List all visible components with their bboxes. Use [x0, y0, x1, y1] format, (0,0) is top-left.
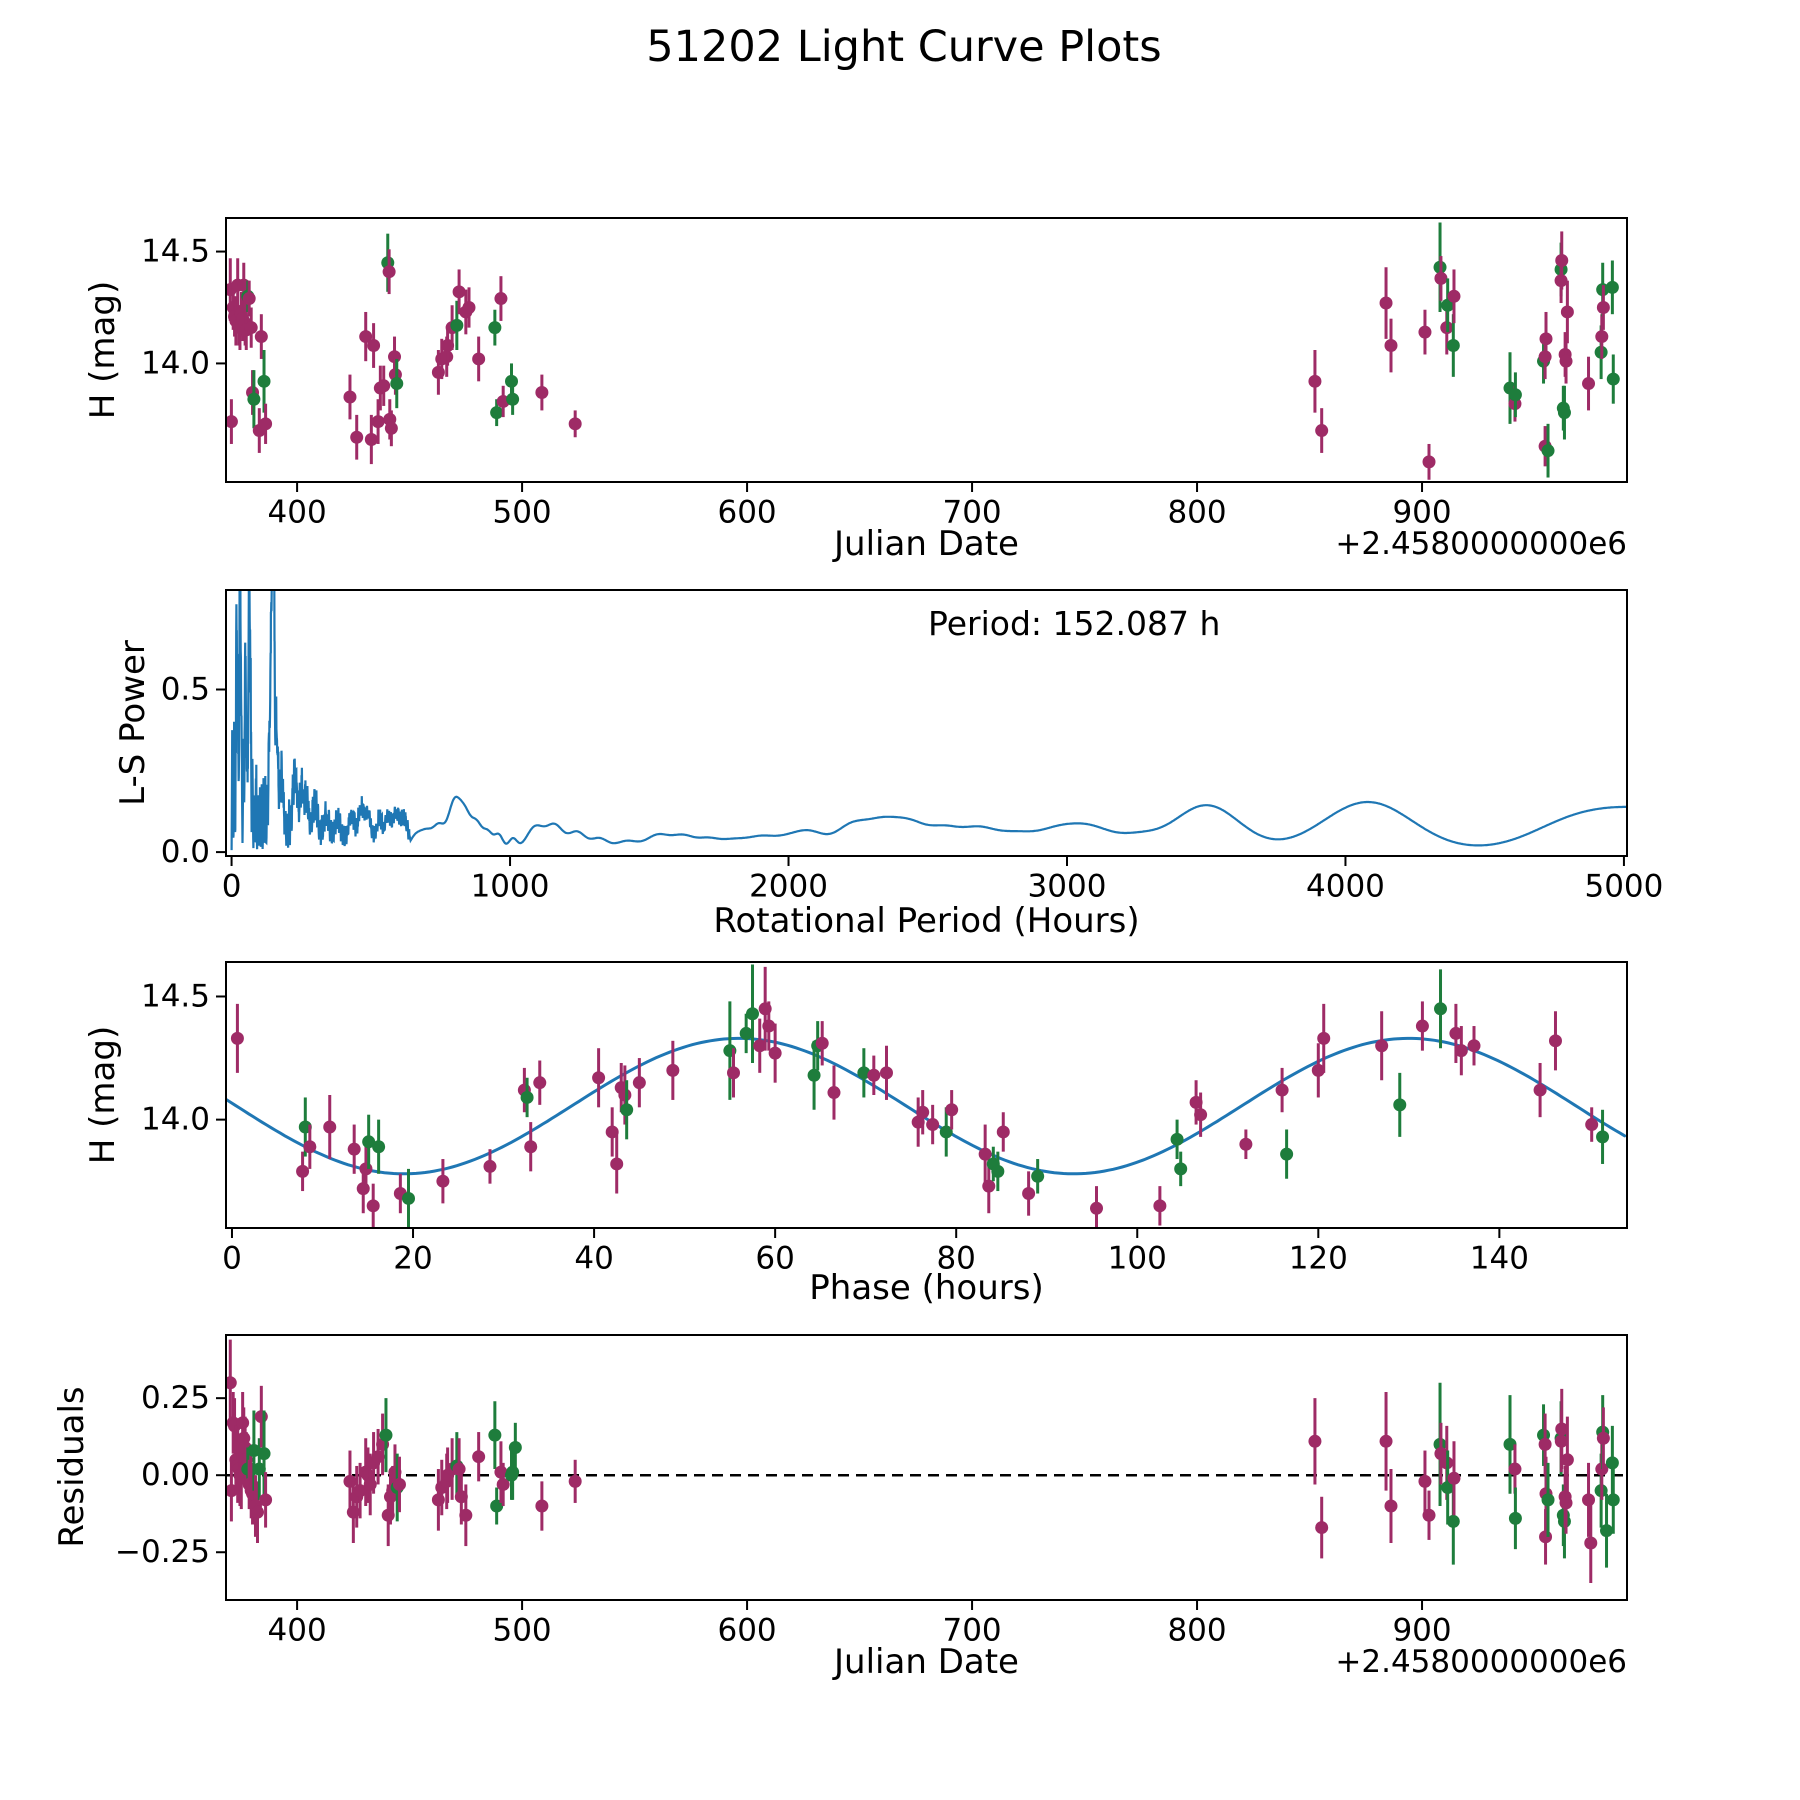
data-point — [494, 292, 507, 305]
x-tick-label: 3000 — [1027, 868, 1107, 905]
x-tick-label: 5000 — [1584, 868, 1664, 905]
data-point — [1582, 1493, 1595, 1506]
x-axis-offset-label-bottom: +2.4580000000e6 — [1335, 1644, 1627, 1680]
data-point — [1558, 406, 1571, 419]
y-tick-label: 14.5 — [140, 233, 210, 270]
periodogram-axes-frame — [226, 590, 1627, 856]
data-point — [1280, 1148, 1293, 1161]
data-point — [1561, 305, 1574, 318]
data-point — [350, 431, 363, 444]
data-point — [1597, 301, 1610, 314]
data-point — [367, 339, 380, 352]
data-point — [982, 1180, 995, 1193]
data-point — [1384, 339, 1397, 352]
data-point — [258, 1447, 271, 1460]
data-point — [453, 285, 466, 298]
x-tick-label: 120 — [1288, 1240, 1348, 1277]
data-point — [762, 1020, 775, 1033]
data-point — [245, 321, 258, 334]
data-point — [1423, 455, 1436, 468]
data-point — [1416, 1020, 1429, 1033]
data-point — [1375, 1039, 1388, 1052]
y-axis-label-h-mag-phase: H (mag) — [83, 1025, 123, 1165]
data-point — [1468, 1039, 1481, 1052]
x-tick-label: 700 — [942, 494, 1002, 531]
x-tick-label: 600 — [717, 1612, 777, 1649]
phase-curve-axes-frame — [226, 962, 1627, 1228]
data-point — [488, 321, 501, 334]
x-tick-label: 0 — [221, 868, 242, 905]
data-point — [880, 1066, 893, 1079]
data-point — [569, 1475, 582, 1488]
data-point — [436, 1175, 449, 1188]
data-point — [1607, 1493, 1620, 1506]
data-point — [372, 415, 385, 428]
x-tick-label: 100 — [1107, 1240, 1167, 1277]
data-point — [1239, 1138, 1252, 1151]
y-axis-label-residuals: Residuals — [52, 1386, 92, 1548]
data-point — [1606, 281, 1619, 294]
x-axis-label-julian-date-top: Julian Date — [834, 524, 1019, 564]
data-point — [945, 1103, 958, 1116]
data-point — [1418, 1475, 1431, 1488]
data-point — [1174, 1162, 1187, 1175]
data-point — [827, 1086, 840, 1099]
data-point — [1031, 1170, 1044, 1183]
data-point — [1597, 1432, 1610, 1445]
data-point — [255, 1410, 268, 1423]
y-axis-label-ls-power: L-S Power — [113, 640, 153, 806]
data-point — [1423, 1509, 1436, 1522]
x-tick-label: 700 — [942, 1612, 1002, 1649]
x-tick-label: 800 — [1167, 494, 1227, 531]
data-point — [472, 1450, 485, 1463]
y-tick-label: 0.5 — [160, 671, 210, 708]
y-tick-label: 0.0 — [160, 834, 210, 871]
data-point — [1315, 1521, 1328, 1534]
x-tick-label: 900 — [1392, 494, 1452, 531]
data-point — [450, 319, 463, 332]
data-point — [1171, 1133, 1184, 1146]
data-point — [372, 1140, 385, 1153]
data-point — [1600, 1524, 1613, 1537]
data-point — [1539, 1438, 1552, 1451]
data-point — [610, 1157, 623, 1170]
data-point — [379, 1429, 392, 1442]
data-point — [521, 1091, 534, 1104]
x-axis-offset-label-top: +2.4580000000e6 — [1335, 526, 1627, 562]
x-tick-label: 40 — [574, 1240, 614, 1277]
x-tick-label: 1000 — [470, 868, 550, 905]
data-point — [1508, 1463, 1521, 1476]
data-point — [535, 386, 548, 399]
data-point — [323, 1121, 336, 1134]
data-point — [472, 352, 485, 365]
x-tick-label: 800 — [1167, 1612, 1227, 1649]
y-axis-label-h-mag-top: H (mag) — [83, 280, 123, 420]
data-point — [618, 1089, 631, 1102]
x-tick-label: 80 — [936, 1240, 976, 1277]
data-point — [926, 1118, 939, 1131]
data-point — [385, 422, 398, 435]
data-point — [1384, 1500, 1397, 1513]
data-point — [453, 1463, 466, 1476]
x-tick-label: 60 — [755, 1240, 795, 1277]
x-axis-label-rotational-period: Rotational Period (Hours) — [713, 901, 1140, 941]
x-tick-label: 4000 — [1306, 868, 1385, 905]
data-point — [1542, 444, 1555, 457]
data-point — [1153, 1199, 1166, 1212]
data-point — [390, 377, 403, 390]
data-point — [1585, 1118, 1598, 1131]
data-point — [1509, 1512, 1522, 1525]
data-point — [393, 1478, 406, 1491]
data-point — [1022, 1187, 1035, 1200]
data-point — [1447, 339, 1460, 352]
data-point — [367, 1199, 380, 1212]
x-tick-label: 400 — [267, 494, 327, 531]
data-point — [259, 417, 272, 430]
data-point — [1393, 1098, 1406, 1111]
residuals-axes-frame — [226, 1335, 1627, 1600]
y-tick-label: 0.25 — [140, 1380, 210, 1417]
data-point — [483, 1160, 496, 1173]
data-point — [816, 1037, 829, 1050]
data-point — [377, 379, 390, 392]
data-point — [1194, 1108, 1207, 1121]
data-point — [1380, 297, 1393, 310]
data-point — [1455, 1044, 1468, 1057]
data-point — [258, 375, 271, 388]
data-point — [1555, 254, 1568, 267]
data-point — [1540, 332, 1553, 345]
period-annotation: Period: 152.087 h — [928, 604, 1221, 643]
data-point — [506, 1466, 519, 1479]
data-point — [1418, 326, 1431, 339]
x-axis-label-phase: Phase (hours) — [809, 1268, 1044, 1308]
data-point — [1561, 1453, 1574, 1466]
x-tick-label: 20 — [393, 1240, 433, 1277]
y-tick-label: 14.0 — [140, 345, 210, 382]
data-point — [462, 301, 475, 314]
data-point — [488, 1429, 501, 1442]
light-curve-plot-area — [224, 222, 1620, 479]
x-tick-label: 2000 — [749, 868, 828, 905]
data-point — [1276, 1084, 1289, 1097]
data-point — [357, 1182, 370, 1195]
y-tick-label: 14.0 — [140, 1101, 210, 1138]
data-point — [1447, 1515, 1460, 1528]
data-point — [1560, 355, 1573, 368]
data-point — [1090, 1202, 1103, 1215]
data-point — [1308, 375, 1321, 388]
data-point — [247, 393, 260, 406]
data-point — [459, 1509, 472, 1522]
data-point — [1607, 373, 1620, 386]
data-point — [259, 1493, 272, 1506]
data-point — [1596, 1130, 1609, 1143]
data-point — [1317, 1032, 1330, 1045]
data-point — [746, 1007, 759, 1020]
data-point — [620, 1103, 633, 1116]
data-point — [1447, 1472, 1460, 1485]
data-point — [666, 1064, 679, 1077]
x-tick-label: 900 — [1392, 1612, 1452, 1649]
light-curve-axes-frame — [226, 218, 1627, 482]
y-tick-label: 14.5 — [140, 978, 210, 1015]
data-point — [1539, 1530, 1552, 1543]
phase-curve-plot-area — [226, 964, 1625, 1230]
data-point — [1584, 1536, 1597, 1549]
data-point — [633, 1076, 646, 1089]
data-point — [490, 406, 503, 419]
data-point — [1380, 1435, 1393, 1448]
data-point — [402, 1192, 415, 1205]
data-point — [383, 265, 396, 278]
data-point — [343, 390, 356, 403]
data-point — [727, 1066, 740, 1079]
data-point — [255, 330, 268, 343]
data-point — [348, 1143, 361, 1156]
x-tick-label: 400 — [267, 1612, 327, 1649]
data-point — [997, 1125, 1010, 1138]
data-point — [1434, 1002, 1447, 1015]
data-point — [303, 1140, 316, 1153]
data-point — [1315, 424, 1328, 437]
residuals-plot-area — [224, 1340, 1627, 1583]
data-point — [365, 433, 378, 446]
x-axis-label-julian-date-bottom: Julian Date — [834, 1642, 1019, 1682]
x-tick-label: 600 — [717, 494, 777, 531]
x-tick-label: 500 — [492, 494, 552, 531]
data-point — [359, 1162, 372, 1175]
figure-title: 51202 Light Curve Plots — [646, 22, 1162, 72]
data-point — [506, 393, 519, 406]
data-point — [509, 1441, 522, 1454]
data-point — [769, 1047, 782, 1060]
data-point — [1542, 1493, 1555, 1506]
data-point — [533, 1076, 546, 1089]
data-point — [296, 1165, 309, 1178]
data-point — [808, 1069, 821, 1082]
data-point — [1308, 1435, 1321, 1448]
data-point — [243, 292, 256, 305]
y-tick-label: 0.00 — [140, 1457, 210, 1494]
data-point — [569, 417, 582, 430]
data-point — [592, 1071, 605, 1084]
data-point — [535, 1500, 548, 1513]
x-tick-label: 140 — [1469, 1240, 1529, 1277]
data-point — [1595, 330, 1608, 343]
data-point — [1534, 1084, 1547, 1097]
data-point — [991, 1165, 1004, 1178]
data-point — [231, 1032, 244, 1045]
x-tick-label: 0 — [222, 1240, 242, 1277]
data-point — [251, 1506, 264, 1519]
data-point — [916, 1106, 929, 1119]
fit-line — [226, 1038, 1625, 1173]
x-tick-label: 500 — [492, 1612, 552, 1649]
data-point — [740, 1027, 753, 1040]
data-point — [1549, 1034, 1562, 1047]
data-point — [1434, 272, 1447, 285]
data-point — [524, 1140, 537, 1153]
data-point — [867, 1069, 880, 1082]
y-tick-label: −0.25 — [115, 1534, 210, 1571]
data-point — [1509, 388, 1522, 401]
data-point — [1582, 377, 1595, 390]
data-point — [1447, 290, 1460, 303]
